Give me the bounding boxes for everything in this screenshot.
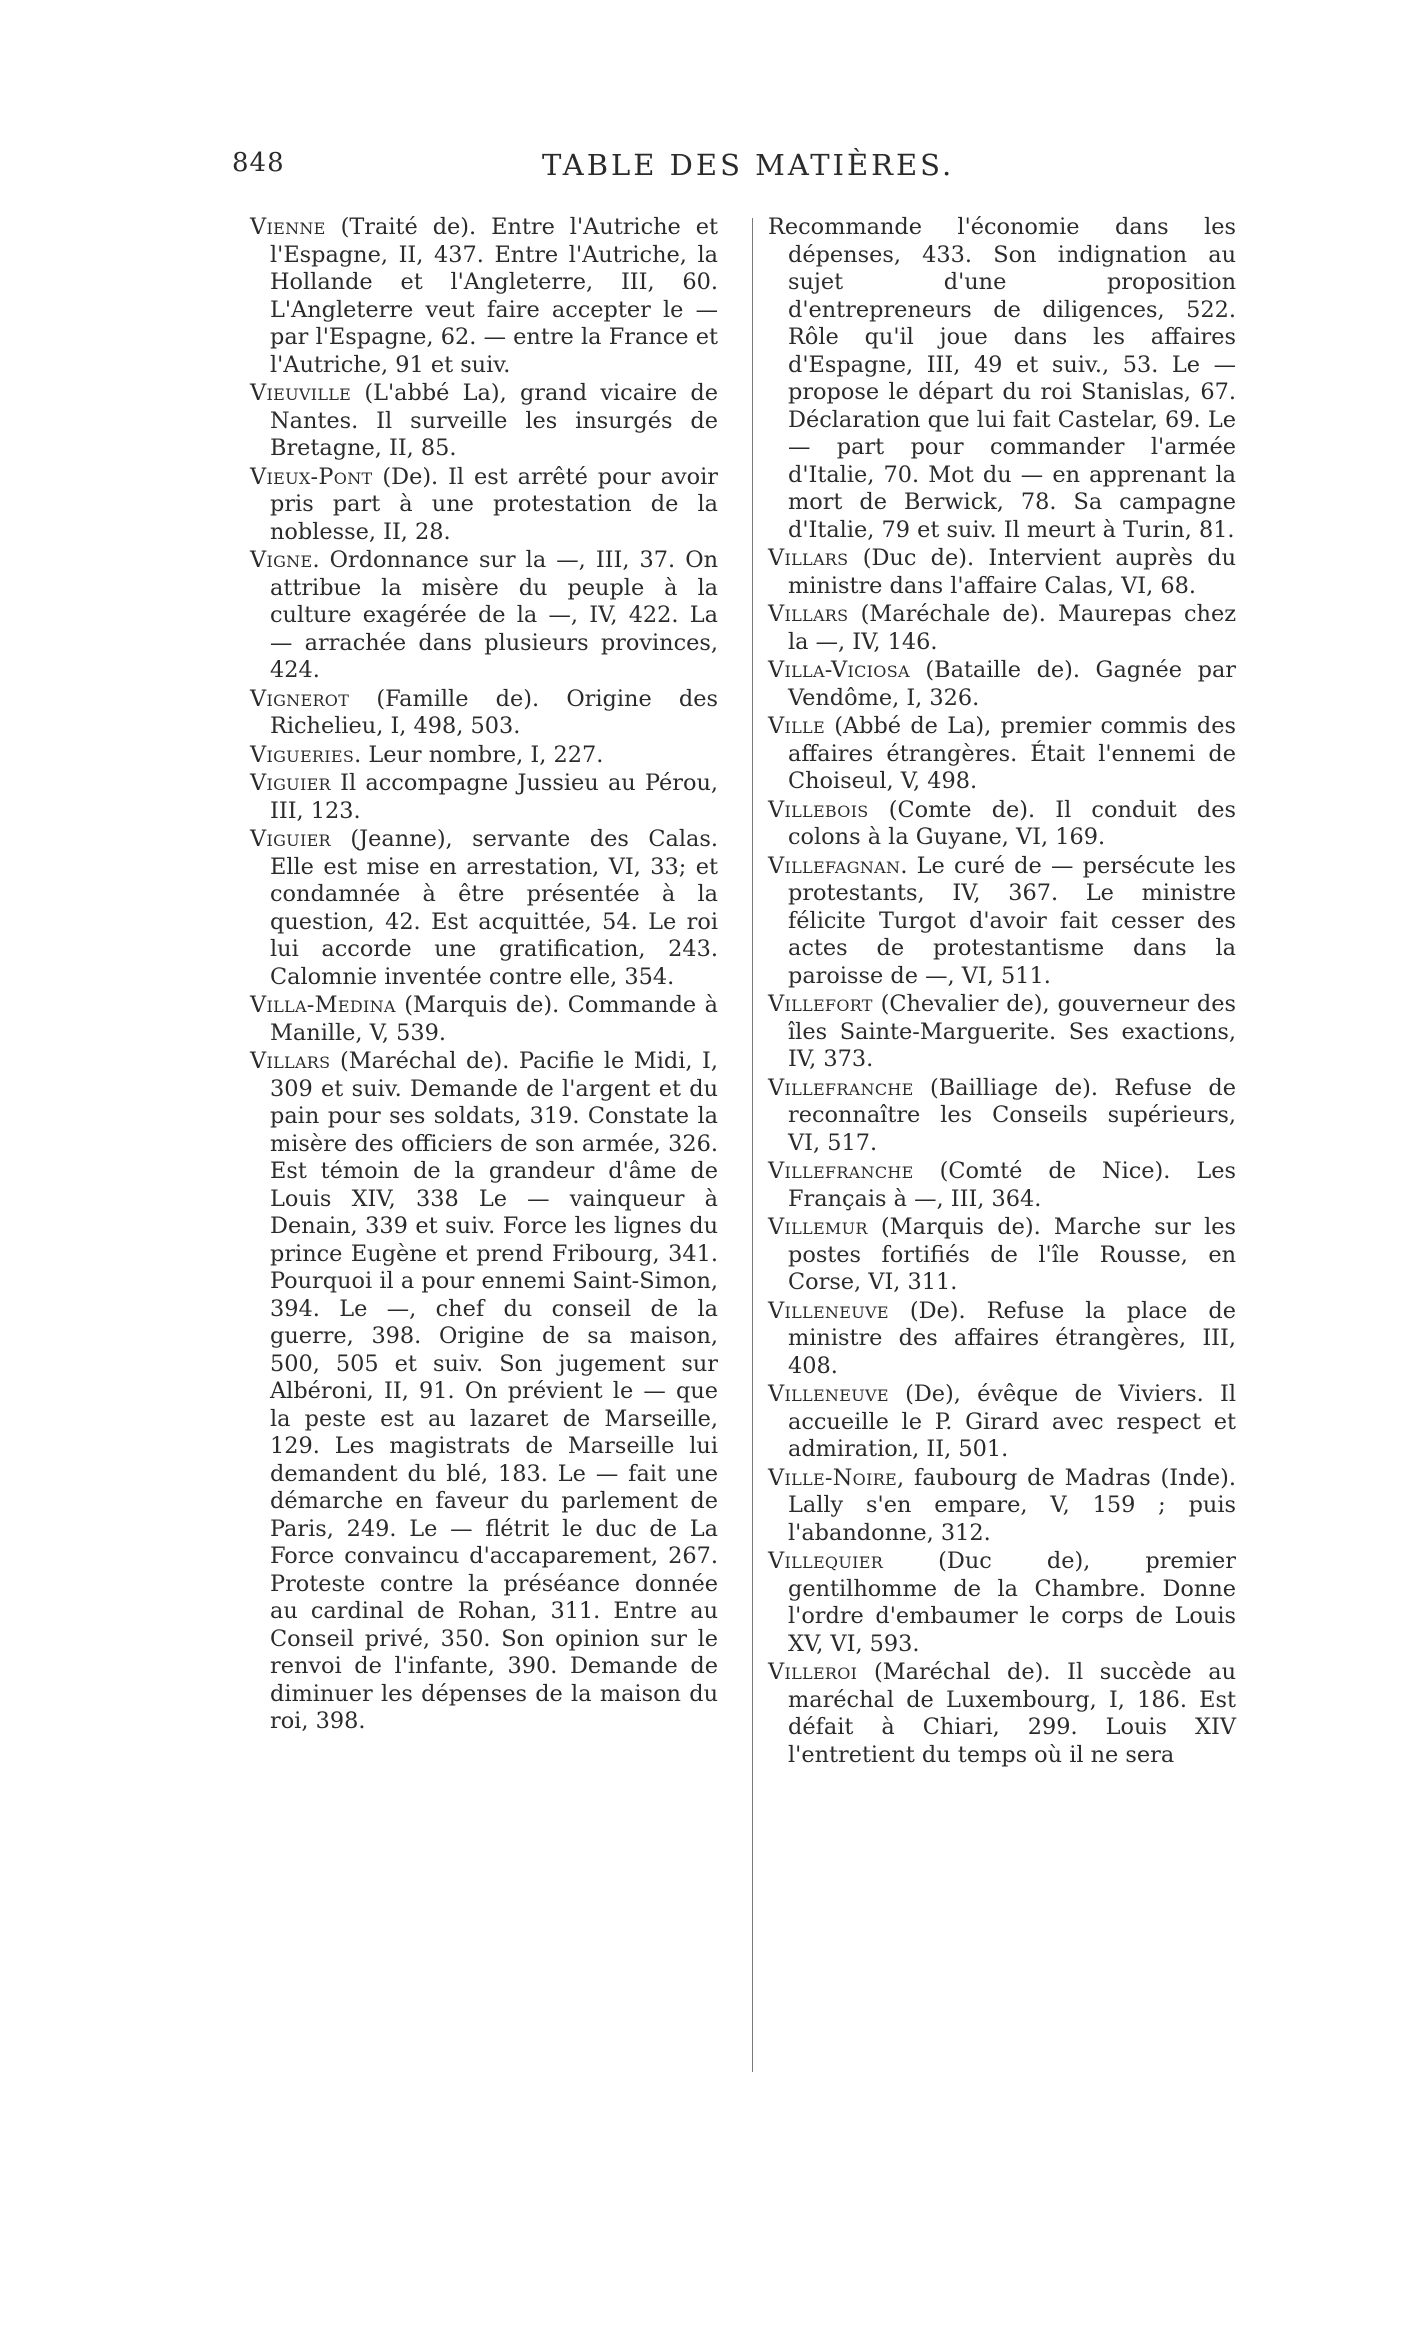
index-entry: [250, 770, 718, 825]
entry-text: (Traité de). Entre l'Autriche et l'Espagne, II, 437. Entre l'Autriche, la Hollande et l'Angleterre, III, 60. L'Angleterre veut faire accepter le — par l'Espagne, 62. — entre la France et l'Autriche, 91 et suiv.: [270, 214, 718, 378]
entry-text: (Chevalier de), gouverneur des îles Sainte-Marguerite. Ses exactions, IV, 373.: [788, 991, 1236, 1072]
running-title: TABLE DES MATIÈRES.: [542, 148, 955, 182]
entry-headword: Villeroi: [768, 1659, 858, 1685]
entry-text: Recommande l'économie dans les dépenses, 433. Son indignation au sujet d'une proposition d'entrepreneurs de diligences, 522. Rôle qu'il joue dans les affaires d'Espagne, III, 49 et suiv., 53. Le — propose le départ du roi Stanislas, 67. Déclaration que lui fait Castelar, 69. Le — part pour commander l'armée d'Italie, 70. Mot du — en apprenant la mort de Berwick, 78. Sa campagne d'Italie, 79 et suiv. Il meurt à Turin, 81.: [768, 214, 1236, 543]
entry-headword: Vignerot: [250, 685, 350, 712]
entry-headword: Villequier: [768, 1548, 884, 1574]
index-entry: [768, 601, 1236, 656]
index-entry: [250, 214, 718, 379]
entry-headword: Viguier: [250, 770, 331, 796]
index-entry: [250, 742, 718, 770]
index-entry: [250, 992, 718, 1047]
entry-text: (Jeanne), servante des Calas. Elle est mise en arrestation, VI, 33; et condamnée à être présentée à la question, 42. Est acquittée, 54. Le roi lui accorde une gratification, 243. Calomnie inventée contre elle, 354.: [270, 826, 718, 990]
index-entry: [250, 1048, 718, 1736]
entry-headword: Villemur: [768, 1214, 868, 1240]
entry-headword: Villa-Medina: [250, 992, 396, 1018]
entry-text: (Maréchal de). Il succède au maréchal de Luxembourg, I, 186. Est défait à Chiari, 299. Louis XIV l'entretient du temps où il ne sera: [788, 1659, 1236, 1768]
entry-headword: Villefranche: [768, 1158, 914, 1184]
index-entry: [768, 713, 1236, 796]
entry-text: (De). Refuse la place de ministre des affaires étrangères, III, 408.: [788, 1297, 1236, 1379]
entry-text: (Comte de). Il conduit des colons à la Guyane, VI, 169.: [788, 796, 1236, 850]
entry-text: (Comté de Nice). Les Français à —, III, 364.: [788, 1158, 1236, 1212]
column-divider: [752, 218, 753, 2072]
index-entry: [768, 991, 1236, 1074]
entry-text: (De). Il est arrêté pour avoir pris part à une protestation de la noblesse, II, 28.: [270, 463, 718, 545]
entry-headword: Villefagnan: [768, 852, 901, 879]
entry-headword: Villars: [250, 1048, 331, 1074]
entry-text: (Marquis de). Marche sur les postes fortifiés de l'île Rousse, en Corse, VI, 311.: [788, 1214, 1236, 1295]
index-entry: [768, 1381, 1236, 1464]
page-number: 848: [232, 148, 285, 178]
left-column: [250, 214, 718, 1737]
index-entry: [768, 1158, 1236, 1213]
index-entry: [768, 1214, 1236, 1297]
entry-headword: Villars: [768, 601, 849, 627]
entry-text: . Ordonnance sur la —, III, 37. On attribue la misère du peuple à la culture exagérée de la —, IV, 422. La — arrachée dans plusieurs provinces, 424.: [270, 547, 718, 683]
index-entry: [250, 380, 718, 463]
entry-text: (Marquis de). Commande à Manille, V, 539.: [270, 992, 718, 1046]
index-entry: [250, 547, 718, 685]
entry-headword: Villefranche: [768, 1074, 914, 1101]
right-column: [768, 214, 1236, 1770]
entry-headword: Villeneuve: [768, 1297, 889, 1324]
index-entry: [250, 686, 718, 741]
index-entry: [768, 657, 1236, 712]
index-entry: [250, 826, 718, 991]
entry-text: (Maréchale de). Maurepas chez la —, IV, 146.: [788, 601, 1236, 655]
entry-text: . Leur nombre, I, 227.: [354, 741, 604, 768]
entry-text: . Le curé de — persécute les protestants, IV, 367. Le ministre félicite Turgot d'avoir fait cesser des actes de protestantisme dans la paroisse de —, VI, 511.: [788, 852, 1236, 989]
index-entry: [768, 853, 1236, 991]
entry-headword: Viguier: [250, 826, 331, 852]
index-entry: [768, 1465, 1236, 1548]
entry-text: Il accompagne Jussieu au Pérou, III, 123.: [270, 770, 718, 824]
entry-headword: Vigueries: [250, 741, 355, 768]
entry-headword: Vienne: [250, 214, 326, 240]
entry-headword: Ville-Noire: [768, 1464, 898, 1491]
index-entry: [768, 545, 1236, 600]
index-entry: [768, 214, 1236, 544]
entry-text: (Bailliage de). Refuse de reconnaître les Conseils supérieurs, VI, 517.: [788, 1074, 1236, 1156]
entry-headword: Ville: [768, 713, 825, 739]
index-entry: [250, 464, 718, 547]
index-entry: [768, 1659, 1236, 1769]
entry-headword: Vieuville: [250, 380, 352, 406]
entry-headword: Vieux-Pont: [250, 463, 373, 490]
entry-headword: Villeneuve: [768, 1381, 889, 1407]
index-entry: [768, 1075, 1236, 1158]
entry-headword: Villa-Viciosa: [768, 657, 910, 683]
index-entry: [768, 1298, 1236, 1381]
entry-text: (Famille de). Origine des Richelieu, I, 498, 503.: [270, 685, 718, 739]
index-entry: [768, 1548, 1236, 1658]
index-entry: [768, 797, 1236, 852]
entry-text: (Bataille de). Gagnée par Vendôme, I, 326.: [788, 657, 1236, 711]
entry-text: (De), évêque de Viviers. Il accueille le P. Girard avec respect et admiration, II, 501.: [788, 1381, 1236, 1462]
entry-text: (Abbé de La), premier commis des affaires étrangères. Était l'ennemi de Choiseul, V, 498.: [788, 713, 1236, 794]
entry-text: (Duc de). Intervient auprès du ministre dans l'affaire Calas, VI, 68.: [788, 545, 1236, 599]
entry-text: , faubourg de Madras (Inde). Lally s'en empare, V, 159 ; puis l'abandonne, 312.: [788, 1464, 1236, 1546]
page-header: [232, 148, 972, 188]
entry-headword: Villars: [768, 545, 849, 571]
entry-text: (Maréchal de). Pacifie le Midi, I, 309 et suiv. Demande de l'argent et du pain pour ses soldats, 319. Constate la misère des officiers de son armée, 326. Est témoin de la grandeur d'âme de Louis XIV, 338 Le — vainqueur à Denain, 339 et suiv. Force les lignes du prince Eugène et prend Fribourg, 341. Pourquoi il a pour ennemi Saint-Simon, 394. Le —, chef du conseil de la guerre, 398. Origine de sa maison, 500, 505 et suiv. Son jugement sur Albéroni, II, 91. On prévient le — que la peste est au lazaret de Marseille, 129. Les magistrats de Marseille lui demandent du blé, 183. Le — fait une démarche en faveur du parlement de Paris, 249. Le — flétrit le duc de La Force convaincu d'accaparement, 267. Proteste contre la préséance donnée au cardinal de Rohan, 311. Entre au Conseil privé, 350. Son opinion sur le renvoi de l'infante, 390. Demande de diminuer les dépenses de la maison du roi, 398.: [270, 1048, 718, 1734]
entry-text: (Duc de), premier gentilhomme de la Chambre. Donne l'ordre d'embaumer le corps de Louis XV, VI, 593.: [788, 1548, 1236, 1657]
entry-text: (L'abbé La), grand vicaire de Nantes. Il surveille les insurgés de Bretagne, II, 85.: [270, 380, 718, 461]
entry-headword: Villebois: [768, 796, 869, 823]
entry-headword: Villefort: [768, 991, 873, 1017]
entry-headword: Vigne: [250, 547, 313, 573]
